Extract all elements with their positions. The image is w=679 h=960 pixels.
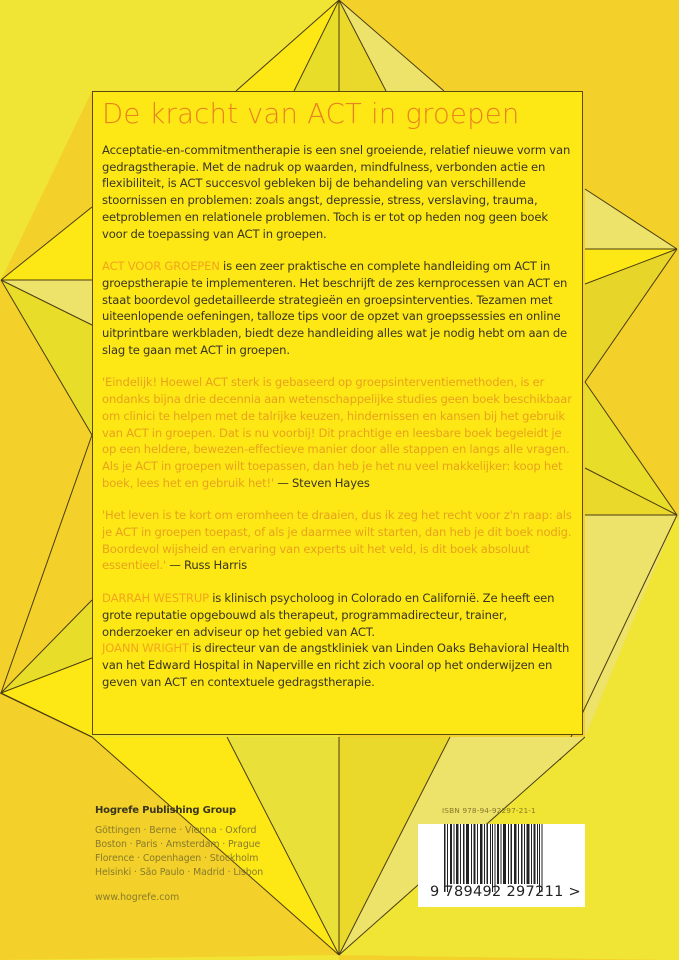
intro-paragraph: Acceptatie-en-commitmentherapie is een snel groeiende, relatief nieuwe vorm van gedragstherapie. Met de nadruk op waarden, mindfulness, verbonden actie en flexibiliteit, is ACT succesvol gebleken bij de behandeling van verschillende stoornissen en problemen: zoals angst, depressie, stress, verslaving, trauma, eetproblemen en relationele problemen. Toch is er tot op heden nog geen boek voor de toepassing van ACT in groepen. (102, 143, 571, 241)
quote-text: 'Het leven is te kort om eromheen te draaien, dus ik zeg het recht voor z'n raap: als je ACT in groepen toepast, of als je daarmee wilt starten, dan heb je dit boek nodig. Boordevol wijsheid en ervaring van experts uit het veld, is dit boek absoluut essentieel.' (102, 508, 572, 573)
barcode (418, 824, 585, 907)
barcode-digits: 9 789492 297211 > (430, 884, 582, 900)
publisher-city-line: Helsinki · São Paulo · Madrid · Lisbon (95, 867, 264, 878)
quote-author: — Steven Hayes (274, 475, 370, 490)
text-panel (92, 91, 583, 735)
publisher-url: www.hogrefe.com (95, 892, 180, 903)
quote-hayes (102, 374, 572, 491)
quote-harris (102, 507, 572, 574)
author-name: DARRAH WESTRUP (102, 591, 209, 606)
publisher-city-line: Boston · Paris · Amsterdam · Prague (95, 839, 261, 850)
author-bio-westrup (102, 590, 572, 640)
book-title: De kracht van ACT in groepen (102, 98, 520, 130)
isbn-label: ISBN 978-94-92297-21-1 (442, 806, 536, 815)
quote-text: 'Eindelijk! Hoewel ACT sterk is gebaseerd op groepsinterventiemethoden, is er ondanks bijna drie decennia aan wetenschappelijke studies geen boek beschikbaar om clinici te helpen met de talrijke keuzen, hindernissen en kansen bij het gebruik van ACT in groepen. Dat is nu voorbij! Dit prachtige en leesbare boek begeleidt je op een heldere, bewezen-effectieve manier door alle stappen en langs alle vragen. Als je ACT in groepen wilt toepassen, dan heb je het nu veel makkelijker: koop het boek, lees het en gebruik het!' (102, 375, 572, 490)
author-bio-wright (102, 640, 572, 690)
author-bio: is klinisch psycholoog in Colorado en Californië. Ze heeft een grote reputatie opgebouwd als therapeut, programmadirecteur, trainer, onderzoeker en adviseur op het gebied van ACT. (102, 591, 555, 639)
description-paragraph (102, 258, 572, 358)
publisher-name: Hogrefe Publishing Group (95, 805, 236, 816)
author-name: JOANN WRIGHT (102, 641, 189, 656)
publisher-city-line: Göttingen · Berne · Vienna · Oxford (95, 825, 257, 836)
book-name: ACT VOOR GROEPEN (102, 259, 220, 274)
publisher-city-line: Florence · Copenhagen · Stockholm (95, 853, 259, 864)
description-text: is een zeer praktische en complete handleiding om ACT in groepstherapie te implementeren. Het beschrijft de zes kernprocessen van ACT en staat boordevol gedetailleerde strategieën en groepsinterventies. Tezamen met uiteenlopende oefeningen, talloze tips voor de opzet van groepssessies en online uitprintbare werkbladen, biedt deze handleiding alles wat je nodig hebt om aan de slag te gaan met ACT in groepen. (102, 259, 568, 357)
publisher-block (95, 805, 263, 903)
quote-author: — Russ Harris (166, 558, 248, 573)
author-bio: is directeur van de angstkliniek van Linden Oaks Behavioral Health van het Edward Hospital in Naperville en richt zich vooral op het onderwijzen en geven van ACT en contextuele gedragstherapie. (102, 641, 570, 689)
